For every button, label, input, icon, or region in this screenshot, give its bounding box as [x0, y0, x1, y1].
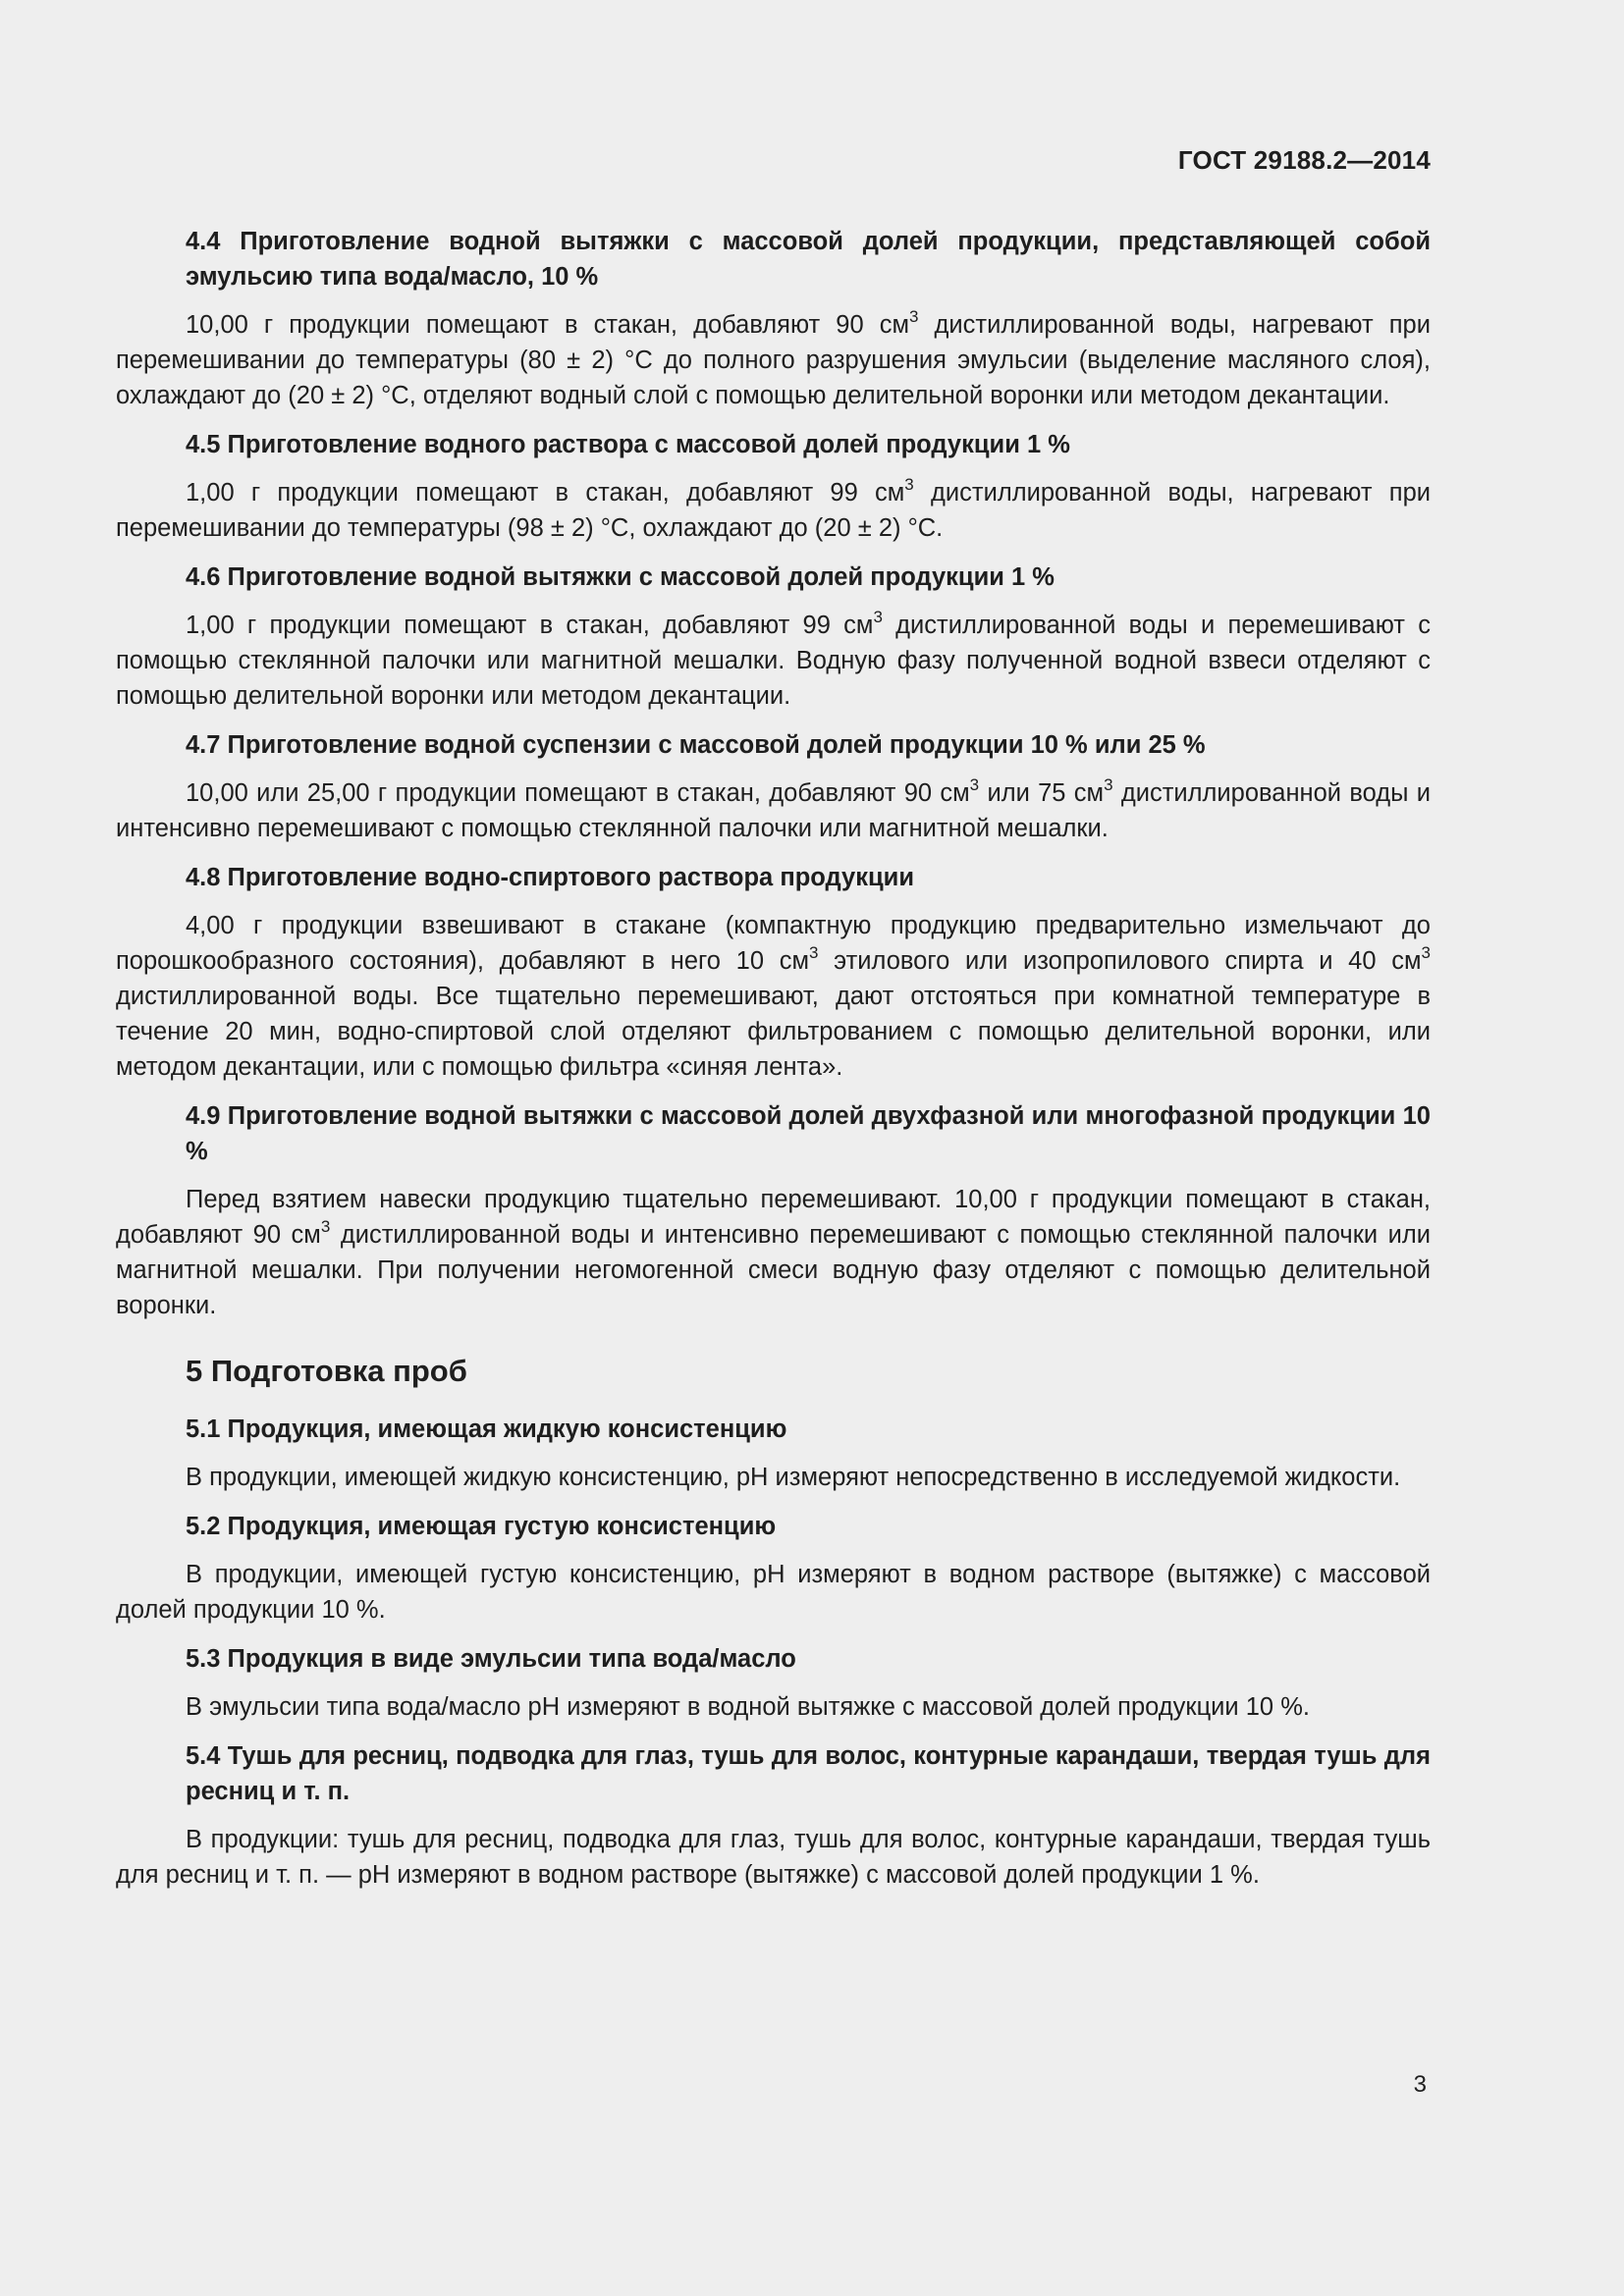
section-5-4-heading: 5.4 Тушь для ресниц, подводка для глаз, тушь для волос, контурные карандаши, твердая тушь для ресниц и т. п. — [186, 1742, 1431, 1805]
section-5-2-text: В продукции, имеющей густую консистенцию, pH измеряют в водном растворе (вытяжке) с массовой долей продукции 10 %. — [116, 1561, 1431, 1624]
section-4-8-heading: 4.8 Приготовление водно-спиртового раствора продукции — [186, 864, 915, 891]
section-5-2-heading: 5.2 Продукция, имеющая густую консистенцию — [186, 1513, 777, 1540]
section-4-4-heading: 4.4 Приготовление водной вытяжки с массовой долей продукции, представляющей собой эмульсию типа вода/масло, 10 % — [186, 228, 1431, 291]
section-4-9-text: Перед взятием навески продукцию тщательно перемешивают. 10,00 г продукции помещают в стакан, добавляют 90 $см^3$ дистиллированной воды и интенсивно перемешивают с помощью стеклянной палочки или магнитной мешалки. При получении негомогенной смеси водную фазу отделяют с помощью делительной воронки. — [116, 1186, 1431, 1319]
section-4-6-text: 1,00 г продукции помещают в стакан, добавляют 99 $см^3$ дистиллированной воды и перемешивают с помощью стеклянной палочки или магнитной мешалки. Водную фазу полученной водной взвеси отделяют с помощью делительной воронки или методом декантации. — [116, 607, 1431, 710]
section-4-5-text: 1,00 г продукции помещают в стакан, добавляют 99 $см^3$ дистиллированной воды, нагревают при перемешивании до температуры (98 ± 2) °С, охлаждают до (20 ± 2) °С. — [116, 474, 1431, 542]
page-number: 3 — [1413, 2071, 1427, 2098]
section-4-9-heading: 4.9 Приготовление водной вытяжки с массовой долей двухфазной или многофазной продукции 10 % — [186, 1102, 1431, 1165]
section-4-5-heading: 4.5 Приготовление водного раствора с массовой долей продукции 1 % — [186, 431, 1070, 458]
section-5-3-heading: 5.3 Продукция в виде эмульсии типа вода/масло — [186, 1645, 796, 1673]
section-5-4-text: В продукции: тушь для ресниц, подводка для глаз, тушь для волос, контурные карандаши, твердая тушь для ресниц и т. п. — pH измеряют в водном растворе (вытяжке) с массовой долей продукции 1 %. — [116, 1826, 1431, 1889]
section-4-6-heading: 4.6 Приготовление водной вытяжки с массовой долей продукции 1 % — [186, 563, 1055, 591]
section-4-8-text: 4,00 г продукции взвешивают в стакане (компактную продукцию предварительно измельчают до порошкообразного состояния), добавляют в него 10 $см^3$ этилового или изопропилового спирта и 40 $см^3$ дистиллированной воды. Все тщательно перемешивают, дают отстояться при комнатной температуре в течение 20 мин, водно-спиртовой слой отделяют фильтрованием с помощью делительной воронки, или методом декантации, или с помощью фильтра «синяя лента». — [116, 912, 1431, 1081]
section-4-7-text: 10,00 или 25,00 г продукции помещают в стакан, добавляют 90 $см^3$ или 75 $см^3$ дистиллированной воды и интенсивно перемешивают с помощью стеклянной палочки или магнитной мешалки. — [116, 774, 1431, 842]
section-4-4-text: 10,00 г продукции помещают в стакан, добавляют 90 $см^3$ дистиллированной воды, нагревают при перемешивании до температуры (80 ± 2) °С до полного разрушения эмульсии (выделение масляного слоя), охлаждают до (20 ± 2) °С, отделяют водный слой с помощью делительной воронки или методом декантации. — [116, 306, 1431, 409]
section-4-7-heading: 4.7 Приготовление водной суспензии с массовой долей продукции 10 % или 25 % — [186, 731, 1206, 759]
section-5-1-heading: 5.1 Продукция, имеющая жидкую консистенцию — [186, 1415, 787, 1443]
document-code: ГОСТ 29188.2—2014 — [1177, 145, 1431, 175]
section-5-3-text: В эмульсии типа вода/масло pH измеряют в водной вытяжке с массовой долей продукции 10 %. — [186, 1693, 1310, 1721]
section-5-heading: 5 Подготовка проб — [186, 1354, 467, 1388]
document-body — [116, 224, 1431, 1906]
section-5-1-text: В продукции, имеющей жидкую консистенцию, pH измеряют непосредственно в исследуемой жидкости. — [186, 1464, 1401, 1491]
